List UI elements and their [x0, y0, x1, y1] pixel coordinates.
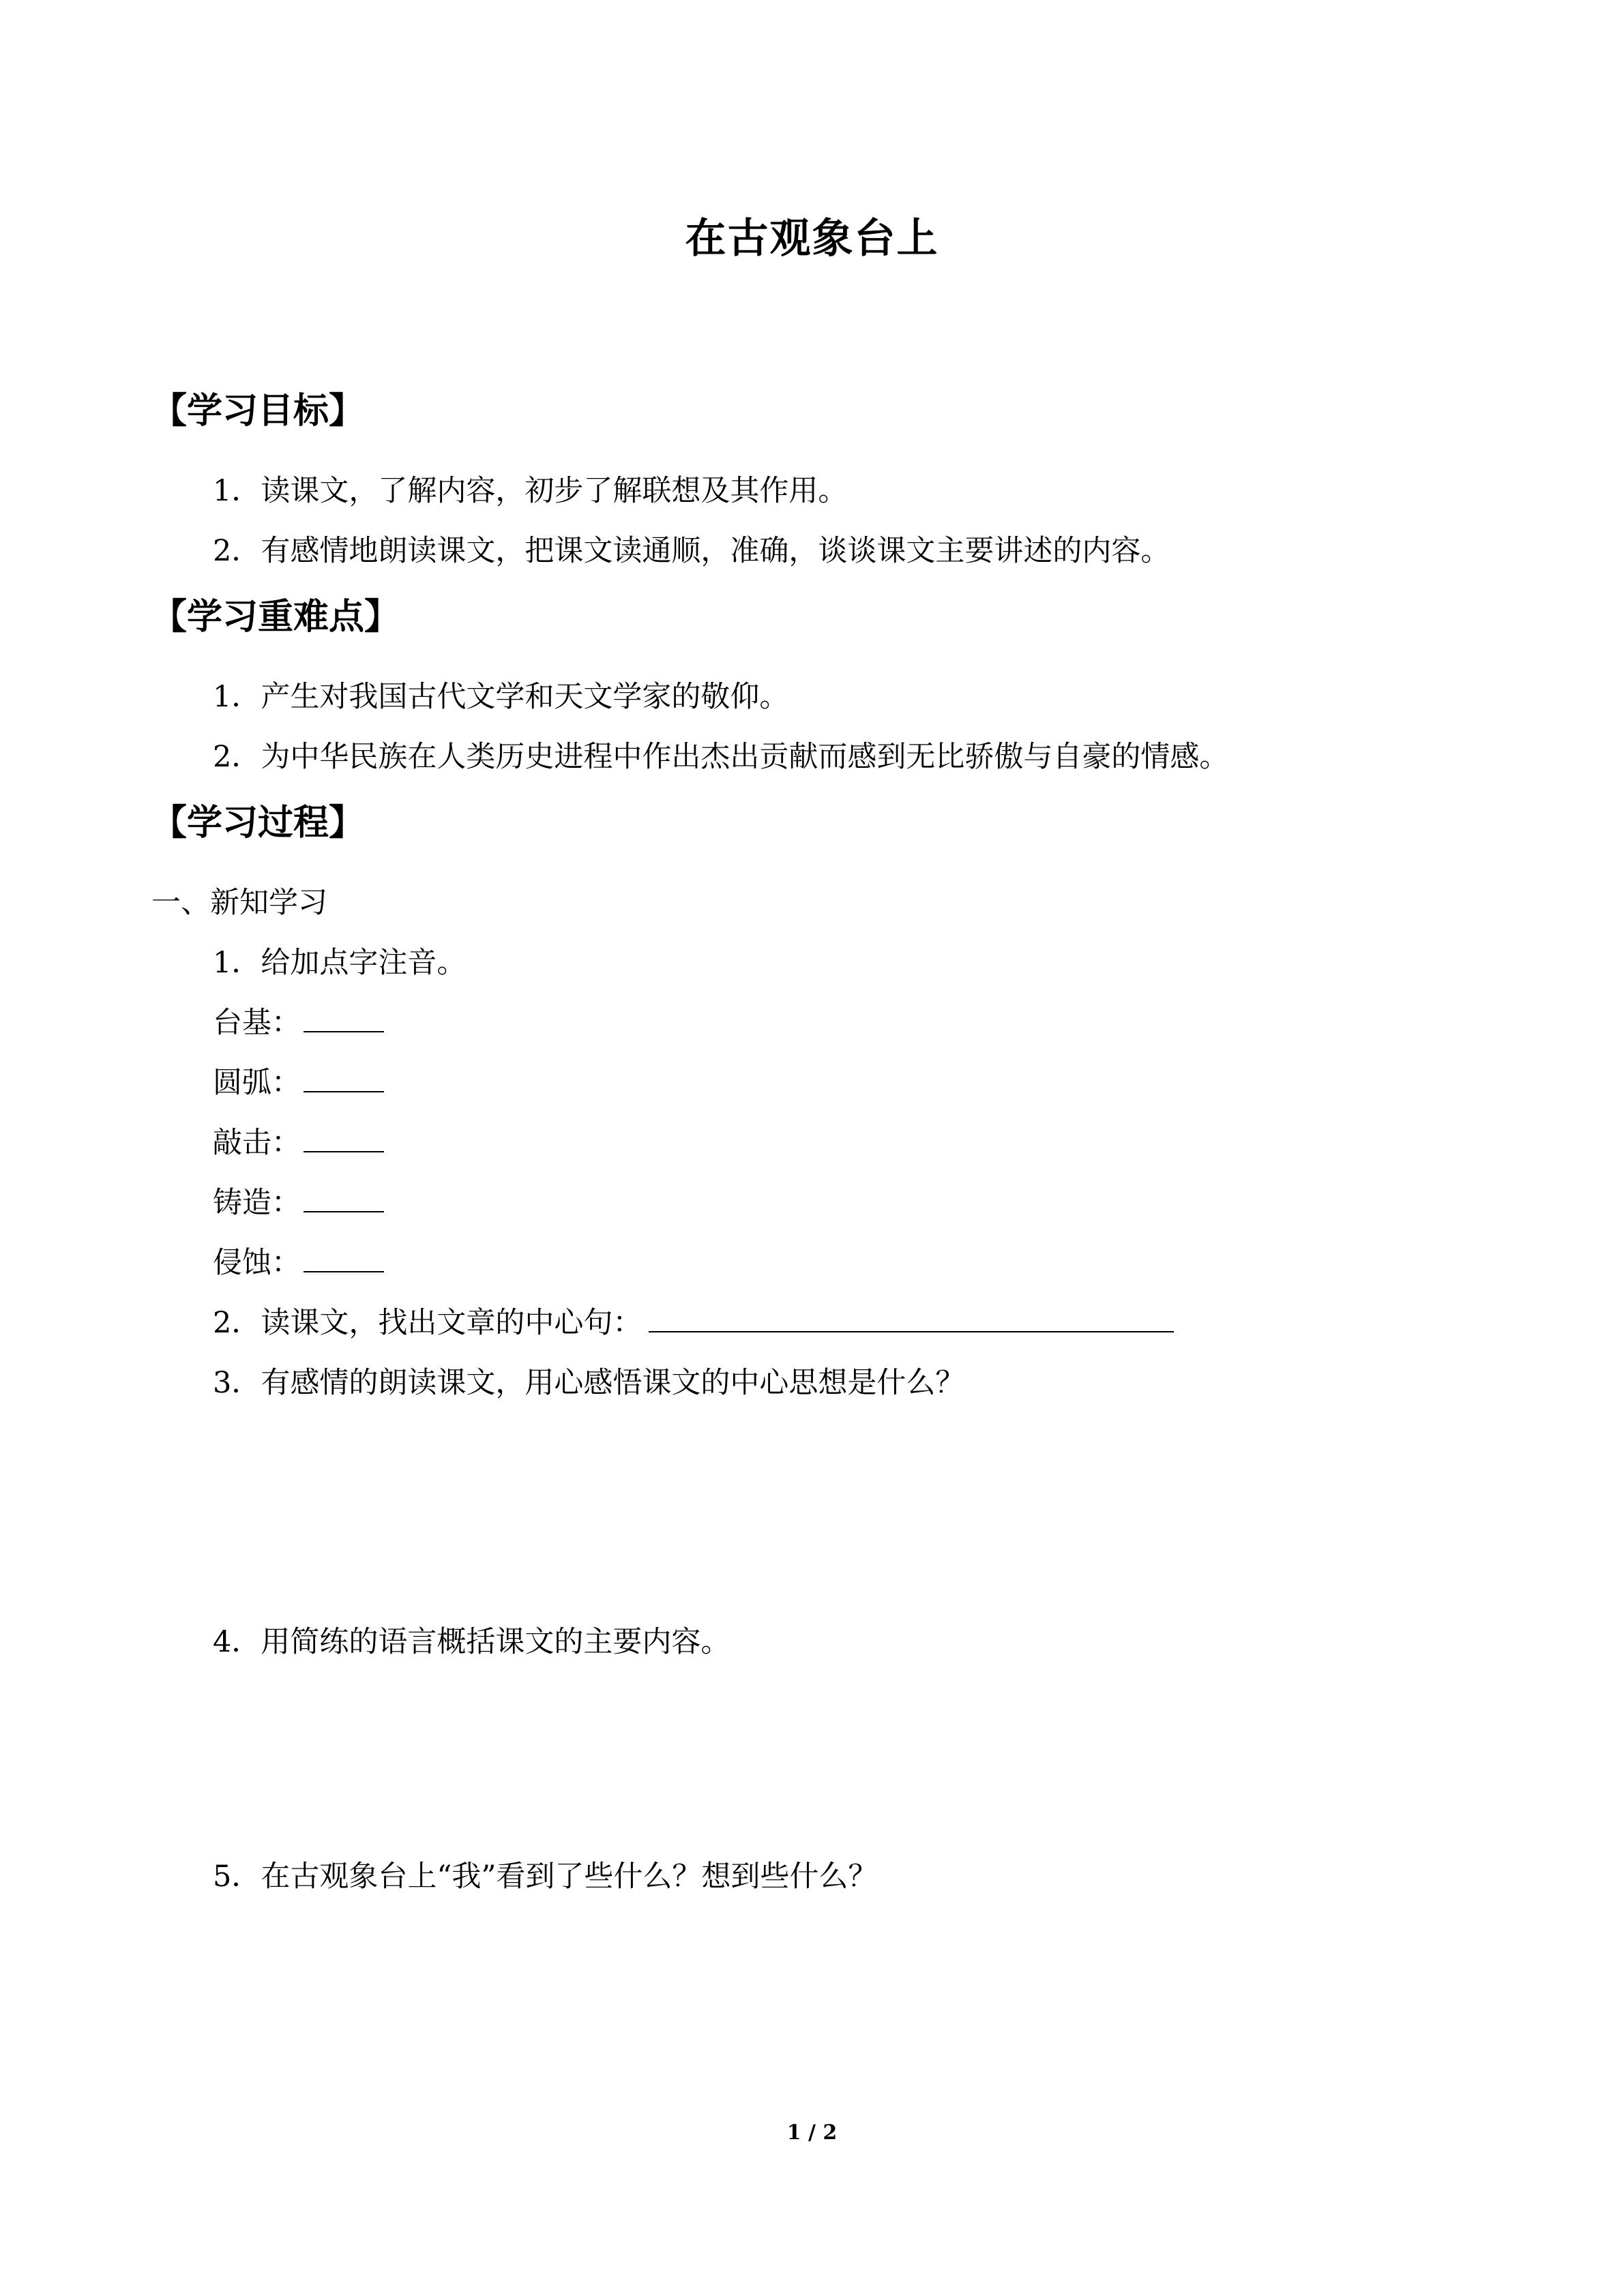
question-4: 4．用简练的语言概括课文的主要内容。 [213, 1625, 730, 1659]
pinyin-word: 侵蚀： [213, 1246, 301, 1280]
section-heading-goals: 【学习目标】 [151, 391, 365, 432]
pinyin-word: 圆弧： [213, 1066, 301, 1100]
answer-blank[interactable] [304, 1064, 384, 1092]
pinyin-row-3 [213, 1122, 384, 1163]
answer-blank[interactable] [304, 1184, 384, 1212]
answer-blank[interactable] [304, 1244, 384, 1272]
page-title: 在古观象台上 [685, 215, 939, 263]
key-point-item-1: 1．产生对我国古代文学和天文学家的敬仰。 [213, 680, 789, 714]
answer-blank[interactable] [304, 1004, 384, 1032]
part-one-label: 一、新知学习 [151, 886, 327, 920]
question-1: 1．给加点字注音。 [213, 946, 467, 980]
answer-blank[interactable] [304, 1124, 384, 1152]
pinyin-row-1 [213, 1002, 384, 1043]
question-3: 3．有感情的朗读课文，用心感悟课文的中心思想是什么？ [213, 1366, 965, 1400]
question-2-text: 2．读课文，找出文章的中心句： [213, 1306, 643, 1340]
central-sentence-blank[interactable] [649, 1304, 1174, 1332]
pinyin-row-4 [213, 1182, 384, 1223]
question-2 [213, 1302, 1174, 1343]
section-heading-key-points: 【学习重难点】 [151, 597, 400, 638]
goal-item-1: 1．读课文，了解内容，初步了解联想及其作用。 [213, 474, 848, 508]
question-5: 5．在古观象台上“我”看到了些什么？想到些什么？ [213, 1860, 878, 1894]
pinyin-row-5 [213, 1242, 384, 1283]
section-heading-process: 【学习过程】 [151, 803, 365, 844]
pinyin-row-2 [213, 1062, 384, 1103]
goal-item-2: 2．有感情地朗读课文，把课文读通顺，准确，谈谈课文主要讲述的内容。 [213, 534, 1170, 568]
key-point-item-2: 2．为中华民族在人类历史进程中作出杰出贡献而感到无比骄傲与自豪的情感。 [213, 740, 1229, 774]
pinyin-word: 铸造： [213, 1186, 301, 1220]
page-number: 1 / 2 [786, 2121, 838, 2145]
pinyin-word: 敲击： [213, 1126, 301, 1160]
pinyin-word: 台基： [213, 1006, 301, 1040]
